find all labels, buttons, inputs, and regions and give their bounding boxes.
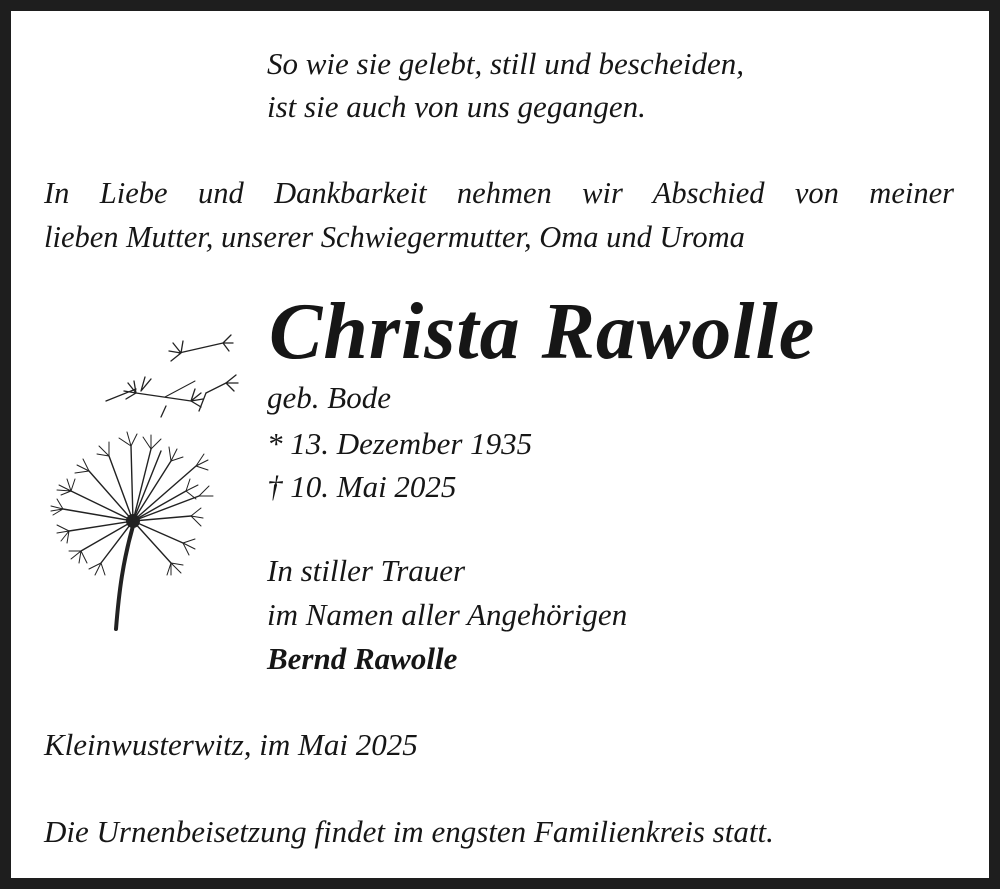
verse-line-1: So wie sie gelebt, still und bescheiden, [267, 46, 744, 81]
mourning-line-2: im Namen aller Angehörigen [267, 597, 628, 632]
mourning-line-1: In stiller Trauer [267, 553, 466, 588]
deceased-name: Christa Rawolle [269, 288, 816, 376]
place-date: Kleinwusterwitz, im Mai 2025 [44, 727, 418, 762]
birth-name: geb. Bode [267, 380, 391, 415]
burial-note: Die Urnenbeisetzung findet im engsten Familienkreis statt. [44, 814, 774, 849]
signer-name: Bernd Rawolle [267, 641, 458, 676]
intro-text [44, 171, 954, 259]
intro-line-2: lieben Mutter, unserer Schwiegermutter, Oma und Uroma [44, 220, 745, 254]
intro-line-1: In Liebe und Dankbarkeit nehmen wir Abschied von meiner [44, 176, 954, 210]
dandelion-icon [41, 331, 241, 641]
death-date: † 10. Mai 2025 [267, 469, 457, 504]
birth-date: * 13. Dezember 1935 [267, 426, 533, 461]
verse-line-2: ist sie auch von uns gegangen. [267, 89, 646, 124]
